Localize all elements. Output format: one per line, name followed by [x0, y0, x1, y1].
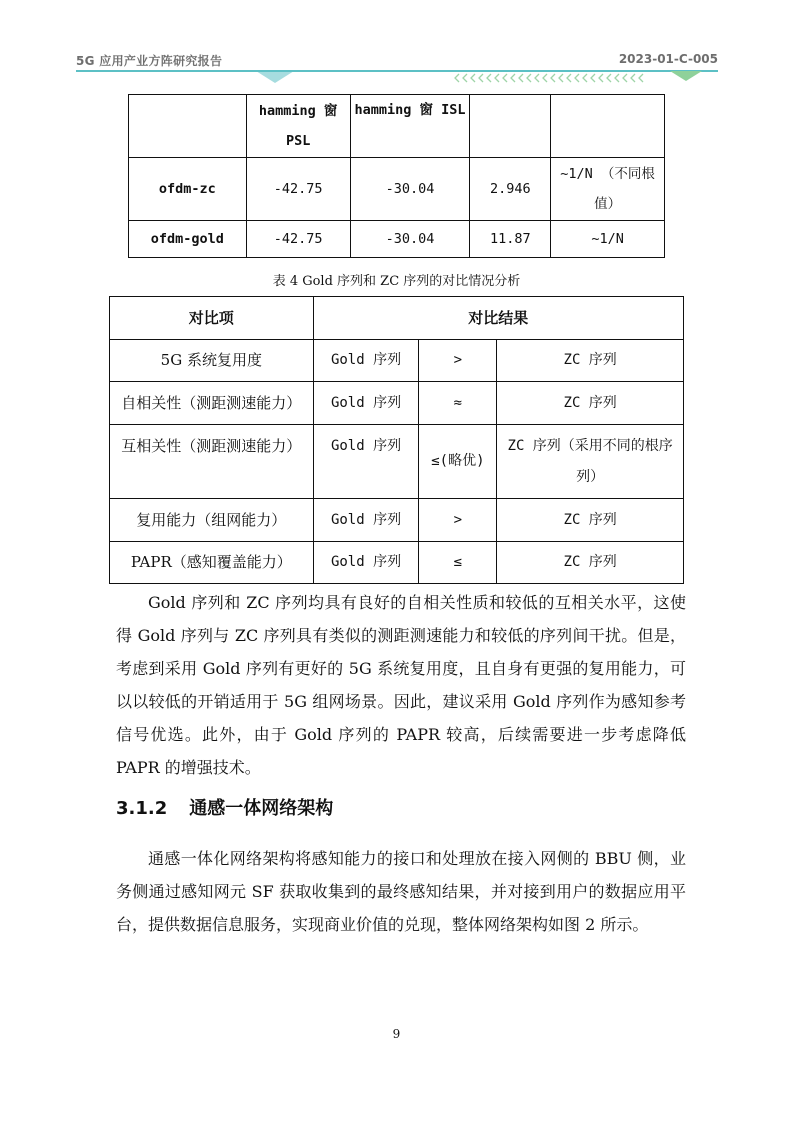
header-decoration [250, 71, 720, 85]
chevron-icon [567, 74, 571, 82]
body-paragraph: 通感一体化网络架构将感知能力的接口和处理放在接入网侧的 BBU 侧，业务侧通过感知网元 SF 获取收集到的最终感知结果，并对接到用户的数据应用平台，提供数据信息服务，实现商业价值的兑现，整体网络架构如图 2 所示。 [116, 849, 686, 934]
table-row [110, 340, 684, 382]
table1-cell: ~1/N [551, 221, 665, 258]
table2-cell: 自相关性（测距测速能力） [110, 382, 314, 425]
table-row [110, 425, 684, 499]
table1-cell: -42.75 [246, 158, 350, 221]
table2-cell: 复用能力（组网能力） [110, 499, 314, 542]
table2-cell: 5G 系统复用度 [110, 340, 314, 382]
table2-cell: ZC 序列（采用不同的根序列） [497, 425, 684, 499]
chevron-icon [583, 74, 587, 82]
table2-cell: ≈ [419, 382, 497, 425]
table-row [110, 382, 684, 425]
table1-cell: ~1/N （不同根值） [551, 158, 665, 221]
chevron-icon [631, 74, 635, 82]
report-title: 5G 应用产业方阵研究报告 [76, 54, 223, 68]
table2-header-item: 对比项 [110, 297, 314, 340]
chevron-icon [495, 74, 499, 82]
chevron-icon [615, 74, 619, 82]
chevron-icon [503, 74, 507, 82]
chevron-icon [519, 74, 523, 82]
section-heading [116, 794, 333, 820]
table-row [110, 542, 684, 584]
page-number: 9 [392, 1027, 401, 1041]
chevron-icon [559, 74, 563, 82]
chevron-icon [487, 74, 491, 82]
chevron-icon [527, 74, 531, 82]
table2-header-result: 对比结果 [313, 297, 683, 340]
chevron-icon [623, 74, 627, 82]
table2-cell: PAPR（感知覆盖能力） [110, 542, 314, 584]
table1-header-cell [551, 95, 665, 158]
table2-cell: ZC 序列 [497, 542, 684, 584]
table2-cell: Gold 序列 [313, 425, 419, 499]
table1-header-cell: hamming 窗 ISL [350, 95, 470, 158]
comparison-metrics-table [128, 94, 665, 258]
table1-cell: -30.04 [350, 221, 470, 258]
chevron-icon [511, 74, 515, 82]
section-title: 通感一体网络架构 [189, 798, 334, 819]
chevron-icon [543, 74, 547, 82]
table2-cell: > [419, 499, 497, 542]
chevron-icon [639, 74, 643, 82]
table2-cell: ≤(略优) [419, 425, 497, 499]
table2-cell: ZC 序列 [497, 382, 684, 425]
body-paragraph: Gold 序列和 ZC 序列均具有良好的自相关性质和较低的互相关水平，这使得 Gold 序列与 ZC 序列具有类似的测距测速能力和较低的序列间干扰。但是，考虑到采用 Gold 序列有更好的 5G 系统复用度，且自身有更强的复用能力，可以以较低的开销适用于 5G 组网场景。因此，建议采用 Gold 序列作为感知参考信号优选。此外，由于 Gold 序列的 PAPR 较高，后续需要进一步考虑降低 PAPR 的增强技术。 [116, 593, 686, 777]
table1-header-cell [470, 95, 551, 158]
chevron-icon [599, 74, 603, 82]
table1-cell: ofdm-gold [129, 221, 247, 258]
table2-cell: Gold 序列 [313, 499, 419, 542]
chevron-icon [463, 74, 467, 82]
table2-cell: Gold 序列 [313, 382, 419, 425]
table-row [129, 158, 665, 221]
table2-cell: ZC 序列 [497, 340, 684, 382]
table2-cell: 互相关性（测距测速能力） [110, 425, 314, 499]
table2-cell: ≤ [419, 542, 497, 584]
table-caption: 表 4 Gold 序列和 ZC 序列的对比情况分析 [272, 274, 521, 289]
chevron-icon [479, 74, 483, 82]
table-row [129, 221, 665, 258]
gold-zc-comparison-table [109, 296, 684, 584]
table1-cell: ofdm-zc [129, 158, 247, 221]
chevron-icon [607, 74, 611, 82]
report-code: 2023-01-C-005 [618, 52, 718, 66]
table1-cell: 2.946 [470, 158, 551, 221]
table2-cell: > [419, 340, 497, 382]
table1-cell: -42.75 [246, 221, 350, 258]
chevron-icon [471, 74, 475, 82]
table1-cell: 11.87 [470, 221, 551, 258]
table2-cell: Gold 序列 [313, 542, 419, 584]
table1-header-cell: hamming 窗 PSL [246, 95, 350, 158]
chevron-icon [535, 74, 539, 82]
section-number: 3.1.2 [116, 798, 168, 819]
table-row [110, 499, 684, 542]
table2-cell: Gold 序列 [313, 340, 419, 382]
table1-cell: -30.04 [350, 158, 470, 221]
table1-header-cell [129, 95, 247, 158]
table2-cell: ZC 序列 [497, 499, 684, 542]
chevron-icon [455, 74, 459, 82]
chevron-icon [591, 74, 595, 82]
chevron-icon [575, 74, 579, 82]
chevron-icon [551, 74, 555, 82]
